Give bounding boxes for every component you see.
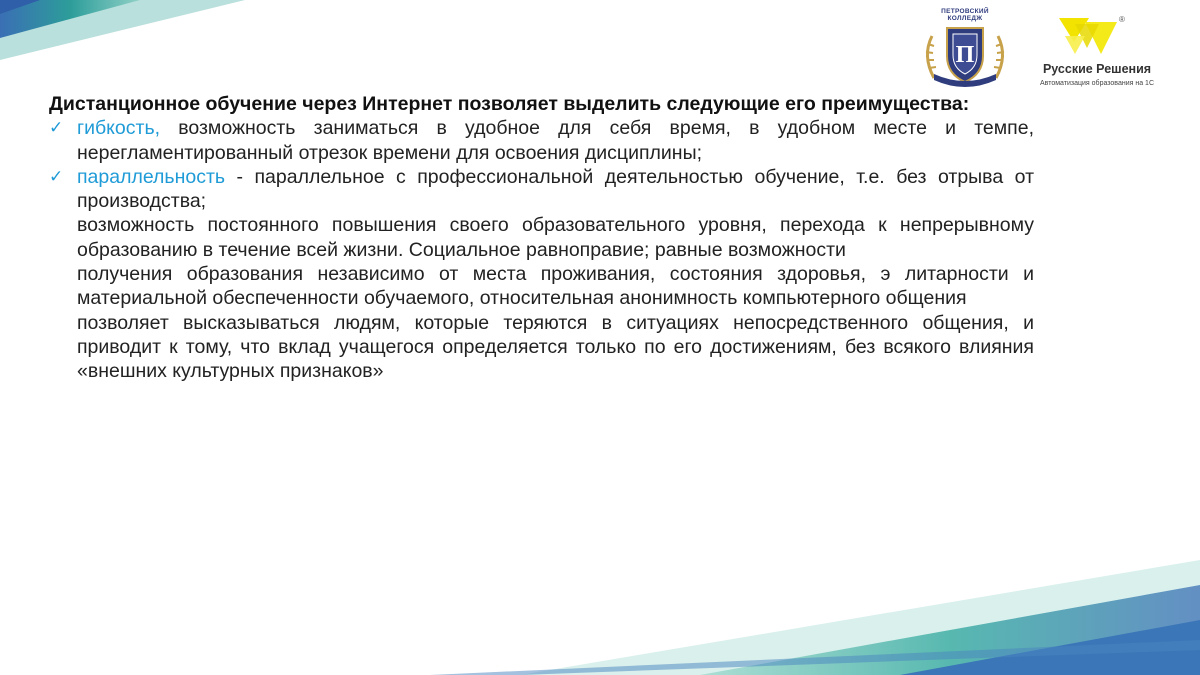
- petrovsky-college-logo: [920, 8, 1010, 88]
- paragraph-equal-access: получения образования независимо от места проживания, состояния здоровья, э литарности и материальной обеспеченности обучаемого, относительная анонимность компьютерного общения: [77, 263, 1034, 310]
- top-left-corner-shape: [0, 0, 245, 60]
- check-icon: ✓: [49, 118, 64, 138]
- rs-logo-subtitle: Автоматизация образования на 1С: [1039, 80, 1154, 87]
- term-flexibility: гибкость,: [77, 117, 161, 140]
- petrovsky-emblem-icon: [920, 22, 1010, 88]
- russkie-resheniya-logo: [1017, 12, 1177, 92]
- rs-logo-title: Русские Решения: [1042, 62, 1152, 76]
- paragraph-continuous-education: возможность постоянного повышения своего образовательного уровня, перехода к непрерывному образованию в течение всей жизни. Социальное равноправие; равные возможности: [77, 214, 1034, 261]
- registered-mark: ®: [1119, 15, 1125, 24]
- text-flexibility: возможность заниматься в удобное для себя время, в удобном месте и темпе, нерегламентированный отрезок времени для освоения дисциплины;: [77, 117, 1034, 164]
- check-icon: ✓: [49, 166, 64, 186]
- slide-body: [49, 92, 1034, 384]
- text-parallelism: - параллельное с профессиональной деятельностью обучение, т.е. без отрыва от производства;: [77, 165, 1034, 213]
- petrovsky-caption: ПЕТРОВСКИЙ КОЛЛЕДЖ: [941, 8, 989, 22]
- paragraph-anonymity: позволяет высказываться людям, которые теряются в ситуациях непосредственного общения, и приводит к тому, что вклад учащегося определяется только по его достижениям, без всякого влияния «внешних культурных признаков»: [77, 311, 1034, 383]
- petrovsky-monogram: П: [955, 42, 975, 68]
- list-item-parallelism: [49, 165, 1034, 214]
- bottom-right-corner-shape: [430, 560, 1200, 675]
- slide-heading: Дистанционное обучение через Интернет позволяет выделить следующие его преимущества:: [49, 93, 970, 115]
- russkie-resheniya-mark-icon: [1055, 12, 1125, 60]
- term-parallelism: параллельность: [77, 165, 226, 188]
- list-item-flexibility: [49, 116, 1034, 165]
